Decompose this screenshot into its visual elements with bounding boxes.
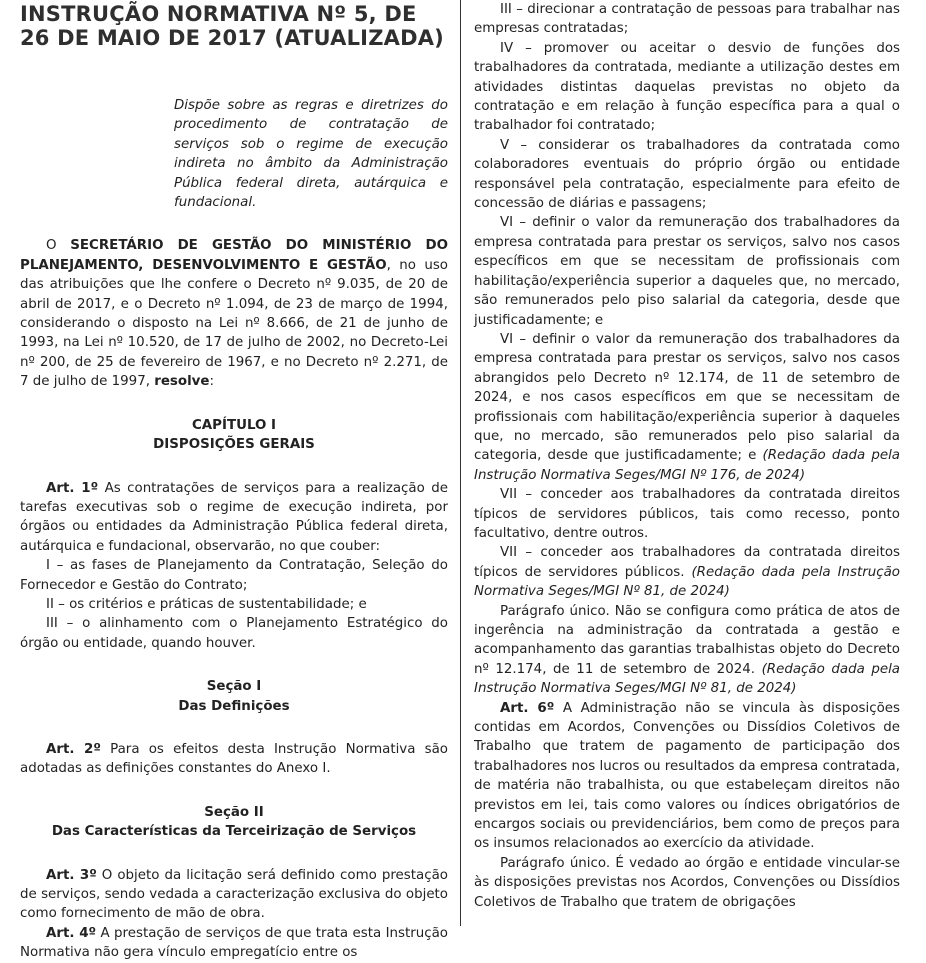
preamble-resolve: resolve <box>154 374 210 390</box>
art1-text: As contratações de serviços para a realização de tarefas executivas sob o regime de execução indireta, por órgãos ou entidades da Administração Pública federal direta, autárquica e fundacional, observarão, no que couber: <box>20 480 448 554</box>
art1-item-i: I – as fases de Planejamento da Contratação, Seleção do Fornecedor e Gestão do Contrato; <box>20 558 448 593</box>
art3-label: Art. 3º <box>46 867 97 883</box>
art6-text: A Administração não se vincula às disposições contidas em Acordos, Convenções ou Dissídios Coletivos de Trabalho que tratem de pagamento de participação dos trabalhadores nos lucros ou resultados da empresa contratada, de matéria não trabalhista, ou que estabeleçam direitos não previstos em lei, tais como valores ou índices obrigatórios de encargos sociais ou previdenciários, bem como de preços para os insumos relacionados ao exercício da atividade. <box>474 700 900 852</box>
section2-name: Das Características da Terceirização de Serviços <box>51 824 417 840</box>
art2-label: Art. 2º <box>46 741 101 757</box>
section1-name: Das Definições <box>178 698 290 714</box>
sole-paragraph-note: (Redação dada pela Instrução Normativa Seges/MGI Nº 81, de 2024) <box>474 661 900 697</box>
art4-label: Art. 4º <box>46 925 97 941</box>
item-v: V – considerar os trabalhadores da contratada como colaboradores eventuais do próprio órgão ou entidade responsável pela contratação, especialmente para efeito de concessão de diárias e passagens; <box>474 137 900 212</box>
art6-label: Art. 6º <box>500 700 555 716</box>
item-iv: IV – promover ou aceitar o desvio de funções dos trabalhadores da contratada, mediante a utilização destes em atividades distintas daquelas previstas no objeto da contratação e em relação à função específica para a qual o trabalhador foi contratado; <box>474 40 900 134</box>
art1 <box>20 479 448 557</box>
preamble-body: , no uso das atribuições que lhe confere o Decreto nº 9.035, de 20 de abril de 2017, e o Decreto nº 1.094, de 23 de março de 1994, considerando o disposto na Lei nº 8.666, de 21 de junho de 1993, na Lei nº 10.520, de 17 de julho de 2002, no Decreto-Lei nº 200, de 25 de fevereiro de 1967, e no Decreto nº 2.271, de 7 de julho de 1997, <box>20 257 448 390</box>
art1-item-iii: III – o alinhamento com o Planejamento Estratégico do órgão ou entidade, quando houver. <box>20 616 448 651</box>
right-column <box>474 0 900 912</box>
art1-label: Art. 1º <box>46 480 99 496</box>
column-divider <box>460 0 461 926</box>
left-column <box>20 0 448 963</box>
item-iii: III – direcionar a contratação de pessoas para trabalhar nas empresas contratadas; <box>474 2 900 37</box>
item-vi-amended <box>474 330 900 485</box>
preamble-o: O <box>46 238 71 254</box>
item-vii-amended <box>474 543 900 601</box>
preamble-authority: SECRETÁRIO DE GESTÃO DO MINISTÉRIO DO PLANEJAMENTO, DESENVOLVIMENTO E GESTÃO <box>20 238 448 273</box>
section2-number: Seção II <box>204 804 264 820</box>
section1-number: Seção I <box>206 679 262 695</box>
art3-text: O objeto da licitação será definido como prestação de serviços, sendo vedada a caracterização exclusiva do objeto como fornecimento de mão de obra. <box>20 867 448 922</box>
art1-item-ii: II – os critérios e práticas de sustentabilidade; e <box>46 596 367 612</box>
chapter-name: DISPOSIÇÕES GERAIS <box>153 437 315 453</box>
sole-paragraph-text: Parágrafo único. Não se configura como prática de atos de ingerência na administração da contratada a gestão e acompanhamento das garantias trabalhistas objeto do Decreto nº 12.174, de 11 de setembro de 2024. <box>474 603 900 677</box>
ementa: Dispõe sobre as regras e diretrizes do procedimento de contratação de serviços sob o regime de execução indireta no âmbito da Administração Pública federal direta, autárquica e fundacional. <box>174 98 448 211</box>
item-vi-original: VI – definir o valor da remuneração dos trabalhadores da empresa contratada para prestar os serviços, salvo nos casos específicos em que se necessitam de profissionais com habilitação/experiência superior a daqueles que, no mercado, são remunerados pelo piso salarial da categoria, desde que justificadamente; e <box>474 215 900 328</box>
item-vii-original: VII – conceder aos trabalhadores da contratada direitos típicos de servidores públicos, tais como recesso, ponto facultativo, dentre outros. <box>474 487 900 541</box>
art6 <box>474 699 900 854</box>
item-vi-amendment-note: (Redação dada pela Instrução Normativa Seges/MGI Nº 176, de 2024) <box>474 448 900 483</box>
art2-text: Para os efeitos desta Instrução Normativa são adotadas as definições constantes do Anexo I. <box>20 741 448 777</box>
sole-paragraph-2: Parágrafo único. É vedado ao órgão e entidade vincular-se às disposições previstas nos Acordos, Convenções ou Dissídios Coletivos de Trabalho que tratem de obrigações <box>474 855 900 910</box>
art4 <box>20 924 448 963</box>
item-vii-amended-text: VII – conceder aos trabalhadores da contratada direitos típicos de servidores públicos. <box>474 545 900 580</box>
art3 <box>20 866 448 924</box>
art4-text: A prestação de serviços de que trata esta Instrução Normativa não gera vínculo empregatício entre os <box>20 925 448 961</box>
item-vii-amendment-note: (Redação dada pela Instrução Normativa Seges/MGI Nº 81, de 2024) <box>474 564 900 600</box>
item-vi-amended-text: VI – definir o valor da remuneração dos trabalhadores da empresa contratada para prestar os serviços, salvo nos casos abrangidos pelo Decreto nº 12.174, de 11 de setembro de 2024, e nos casos específicos em que se necessitam de profissionais com habilitação/experiência superior à daqueles que, no mercado, são remunerados pelo piso salarial da categoria, desde que justificadamente; e <box>474 331 900 464</box>
preamble <box>20 236 448 391</box>
sole-paragraph <box>474 602 900 699</box>
preamble-colon: : <box>209 374 215 390</box>
chapter-number: CAPÍTULO I <box>191 417 277 433</box>
document-title: INSTRUÇÃO NORMATIVA Nº 5, DE 26 DE MAIO DE 2017 (ATUALIZADA) <box>20 2 444 50</box>
art2 <box>20 740 448 779</box>
